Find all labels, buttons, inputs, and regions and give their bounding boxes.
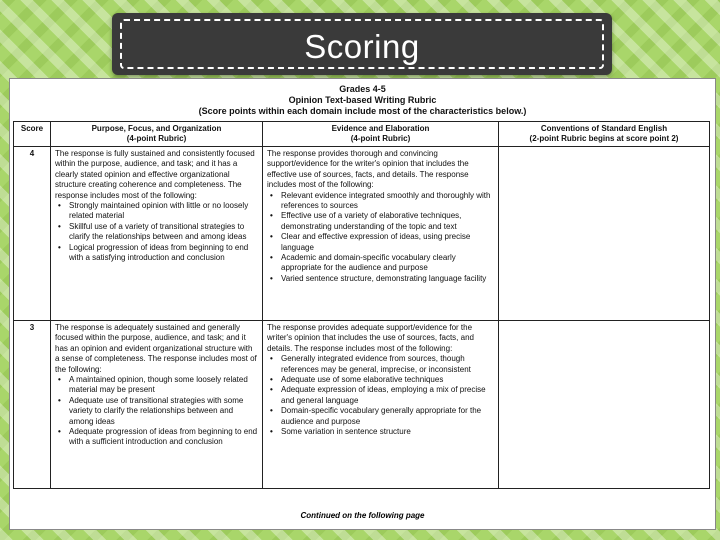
header-purpose-sub: (4-point Rubric): [126, 134, 187, 143]
list-item: • Domain-specific vocabulary generally appropriate for the audience and purpose: [281, 406, 494, 427]
purpose-list: [55, 201, 258, 263]
list-item: • Adequate expression of ideas, employing a mix of precise and general language: [281, 385, 494, 406]
header-conventions-sub: (2-point Rubric begins at score point 2): [529, 134, 679, 143]
evidence-intro: The response provides thorough and convincing support/evidence for the writer's opinion that includes the effective use of sources, facts, and details. The response includes most of the following:: [267, 149, 469, 190]
evidence-list: [267, 191, 494, 285]
rubric-document: [9, 78, 716, 530]
header-conventions: Conventions of Standard English (2-point Rubric begins at score point 2): [499, 122, 710, 147]
list-item: • Adequate progression of ideas from beginning to end with a sufficient introduction and conclusion: [69, 427, 258, 448]
evidence-cell: [263, 321, 499, 489]
document-header: [10, 79, 715, 117]
list-item: • A maintained opinion, though some loosely related material may be present: [69, 375, 258, 396]
rubric-table: [13, 121, 710, 489]
evidence-cell: [263, 147, 499, 321]
list-item: • Academic and domain-specific vocabulary clearly appropriate for the audience and purpose: [281, 253, 494, 274]
list-item: • Skillful use of a variety of transitional strategies to clarify the relationships between and among ideas: [69, 222, 258, 243]
list-item: • Effective use of a variety of elaborative techniques, demonstrating understanding of the topic and text: [281, 211, 494, 232]
header-purpose: Purpose, Focus, and Organization (4-point Rubric): [51, 122, 263, 147]
header-evidence: Evidence and Elaboration (4-point Rubric): [263, 122, 499, 147]
table-row: [14, 321, 710, 489]
list-item: • Varied sentence structure, demonstrating language facility: [281, 274, 494, 284]
title-banner: [112, 13, 612, 75]
conventions-cell: [499, 147, 710, 321]
table-row: [14, 147, 710, 321]
score-cell: 3: [14, 321, 51, 489]
list-item: • Relevant evidence integrated smoothly and thoroughly with references to sources: [281, 191, 494, 212]
rubric-instructions: (Score points within each domain include most of the characteristics below.): [198, 106, 527, 116]
purpose-cell: [51, 147, 263, 321]
list-item: • Logical progression of ideas from beginning to end with a satisfying introduction and conclusion: [69, 243, 258, 264]
rubric-title: Opinion Text-based Writing Rubric: [288, 95, 437, 105]
purpose-intro: The response is adequately sustained and generally focused within the purpose, audience, and task; and it has an opinion and evident organizational structure with a sense of completeness. The response includes most of the following:: [55, 323, 257, 374]
list-item: • Strongly maintained opinion with little or no loosely related material: [69, 201, 258, 222]
list-item: • Clear and effective expression of ideas, using precise language: [281, 232, 494, 253]
evidence-intro: The response provides adequate support/evidence for the writer's opinion that includes the use of sources, facts, and details. The response includes most of the following:: [267, 323, 474, 353]
purpose-intro: The response is fully sustained and consistently focused within the purpose, audience, and task; and it has a clearly stated opinion and effective organizational structure creating coherence and completeness. The response includes most of the following:: [55, 149, 255, 200]
slide-title: Scoring: [304, 28, 420, 65]
list-item: • Adequate use of some elaborative techniques: [281, 375, 494, 385]
list-item: • Some variation in sentence structure: [281, 427, 494, 437]
list-item: • Adequate use of transitional strategies with some variety to clarify the relationships between and among ideas: [69, 396, 258, 427]
continued-note: Continued on the following page: [300, 511, 425, 520]
header-score: Score: [14, 122, 51, 147]
purpose-list: [55, 375, 258, 448]
list-item: • Generally integrated evidence from sources, though references may be general, imprecise, or inconsistent: [281, 354, 494, 375]
score-cell: 4: [14, 147, 51, 321]
evidence-list: [267, 354, 494, 437]
purpose-cell: [51, 321, 263, 489]
conventions-cell: [499, 321, 710, 489]
header-evidence-sub: (4-point Rubric): [350, 134, 411, 143]
table-header-row: [14, 122, 710, 147]
grades-label: Grades 4-5: [339, 84, 386, 94]
